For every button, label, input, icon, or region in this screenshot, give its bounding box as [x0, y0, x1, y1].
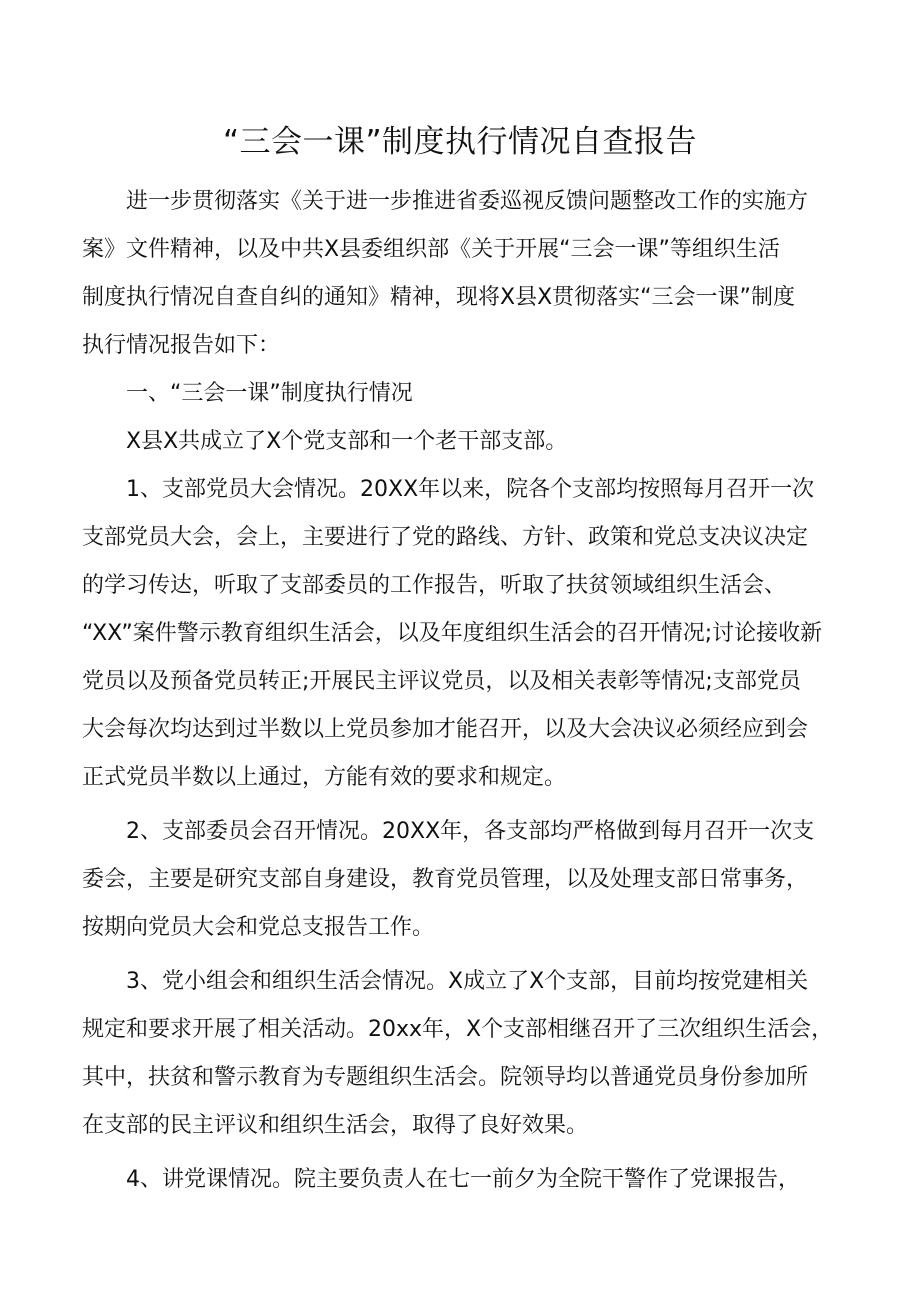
text-line: 党员以及预备党员转正;开展民主评议党员，以及相关表彰等情况;支部党员	[82, 669, 801, 694]
text-line: 一、“三会一课”制度执行情况	[126, 381, 413, 406]
paragraph-overview	[82, 418, 842, 466]
text-line: 按期向党员大会和党总支报告工作。	[82, 915, 435, 940]
paragraph-intro	[82, 178, 842, 370]
text-line: 案》文件精神，以及中共X县委组织部《关于开展“三会一课”等组织生活	[82, 237, 780, 262]
paragraph-committee-meeting	[82, 808, 842, 952]
text-line: 支部党员大会，会上，主要进行了党的路线、方针、政策和党总支决议决定	[82, 525, 809, 550]
text-line: 在支部的民主评议和组织生活会，取得了良好效果。	[82, 1113, 589, 1138]
text-line: 委会，主要是研究支部自身建设，教育党员管理，以及处理支部日常事务，	[82, 867, 809, 892]
paragraph-party-lesson	[82, 1156, 842, 1204]
text-line: 2、支部委员会召开情况。20XX年，各支部均严格做到每月召开一次支	[126, 819, 815, 844]
text-line: 4、讲党课情况。院主要负责人在七一前夕为全院干警作了党课报告，	[126, 1167, 800, 1192]
text-line: X县X共成立了X个党支部和一个老干部支部。	[126, 429, 568, 454]
paragraph-group-meeting	[82, 958, 842, 1150]
text-line: 制度执行情况自查自纠的通知》精神，现将X县X贯彻落实“三会一课”制度	[82, 285, 795, 310]
text-line: 进一步贯彻落实《关于进一步推进省委巡视反馈问题整改工作的实施方	[126, 189, 809, 214]
text-line: “XX”案件警示教育组织生活会，以及年度组织生活会的召开情况;讨论接收新	[82, 621, 823, 646]
text-line: 大会每次均达到过半数以上党员参加才能召开，以及大会决议必须经应到会	[82, 717, 809, 742]
document-body	[82, 178, 842, 1204]
text-line: 正式党员半数以上通过，方能有效的要求和规定。	[82, 765, 567, 790]
text-line: 3、党小组会和组织生活会情况。X成立了X个支部，目前均按党建相关	[126, 969, 809, 994]
text-line: 规定和要求开展了相关活动。20xx年，X个支部相继召开了三次组织生活会，	[82, 1017, 834, 1042]
text-line: 其中，扶贫和警示教育为专题组织生活会。院领导均以普通党员身份参加所	[82, 1065, 809, 1090]
text-line: 执行情况报告如下：	[82, 333, 281, 358]
text-line: 1、支部党员大会情况。20XX年以来，院各个支部均按照每月召开一次	[126, 477, 815, 502]
paragraph-branch-meeting	[82, 466, 842, 802]
document-title: “三会一课”制度执行情况自查报告	[222, 124, 698, 160]
section-heading	[82, 370, 842, 418]
text-line: 的学习传达，听取了支部委员的工作报告，听取了扶贫领域组织生活会、	[82, 573, 787, 598]
